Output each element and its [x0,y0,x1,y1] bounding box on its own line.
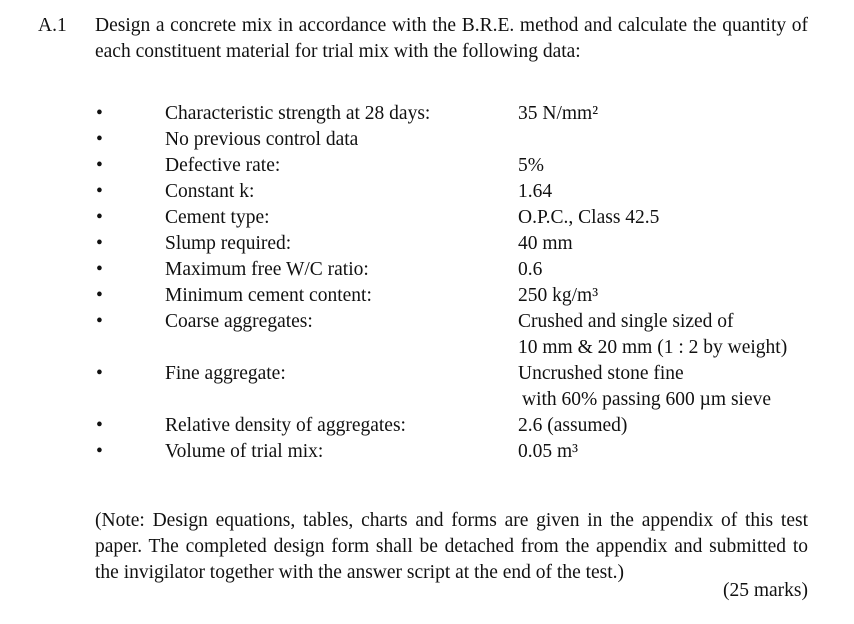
spec-label: Coarse aggregates: [165,311,313,332]
specification-list [0,101,854,465]
bullet-icon: • [96,155,103,176]
spec-item [0,231,854,257]
spec-item [0,257,854,283]
bullet-icon: • [96,207,103,228]
spec-label: Fine aggregate: [165,363,286,384]
spec-label: Volume of trial mix: [165,441,324,462]
question-number: A.1 [38,15,67,36]
spec-label: Minimum cement content: [165,285,372,306]
bullet-icon: • [96,285,103,306]
bullet-icon: • [96,259,103,280]
spec-item [0,127,854,153]
spec-item [0,361,854,413]
bullet-icon: • [96,441,103,462]
bullet-icon: • [96,363,103,384]
spec-label: Relative density of aggregates: [165,415,406,436]
spec-value: 0.05 m³ [518,441,579,462]
spec-item [0,439,854,465]
marks-label: (25 marks) [722,580,808,601]
note-paragraph: (Note: Design equations, tables, charts and forms are given in the appendix of this test paper. The completed design form shall be detached from the appendix and submitted to the invigilator together with the answer script at the end of the test.) [95,510,808,583]
spec-label: Constant k: [165,181,255,202]
spec-value: O.P.C., Class 42.5 [518,207,660,228]
bullet-icon: • [96,311,103,332]
spec-value: 5% [518,155,544,176]
spec-value: 1.64 [518,181,553,202]
spec-item [0,153,854,179]
spec-value-line: Crushed and single sized of [518,311,734,332]
spec-label: Defective rate: [165,155,281,176]
spec-value-line: 10 mm & 20 mm (1 : 2 by weight) [518,337,788,358]
spec-item [0,309,854,361]
spec-value-line: with 60% passing 600 µm sieve [522,389,772,410]
spec-item [0,179,854,205]
spec-value [518,309,787,361]
spec-item [0,205,854,231]
spec-label: No previous control data [165,129,359,150]
bullet-icon: • [96,129,103,150]
spec-value: 35 N/mm² [518,103,599,124]
spec-label: Slump required: [165,233,292,254]
spec-value: 2.6 (assumed) [518,415,628,436]
spec-value: 250 kg/m³ [518,285,599,306]
spec-value: 0.6 [518,259,543,280]
bullet-icon: • [96,233,103,254]
spec-item [0,413,854,439]
spec-item [0,101,854,127]
bullet-icon: • [96,181,103,202]
bullet-icon: • [96,415,103,436]
bullet-icon: • [96,103,103,124]
spec-value: 40 mm [518,233,573,254]
question-text: Design a concrete mix in accordance with the B.R.E. method and calculate the quantity of each constituent material for trial mix with the following data: [95,15,808,62]
spec-label: Maximum free W/C ratio: [165,259,369,280]
spec-label: Characteristic strength at 28 days: [165,103,431,124]
spec-label: Cement type: [165,207,270,228]
spec-item [0,283,854,309]
spec-value-line: Uncrushed stone fine [518,363,684,384]
spec-value [518,361,771,413]
